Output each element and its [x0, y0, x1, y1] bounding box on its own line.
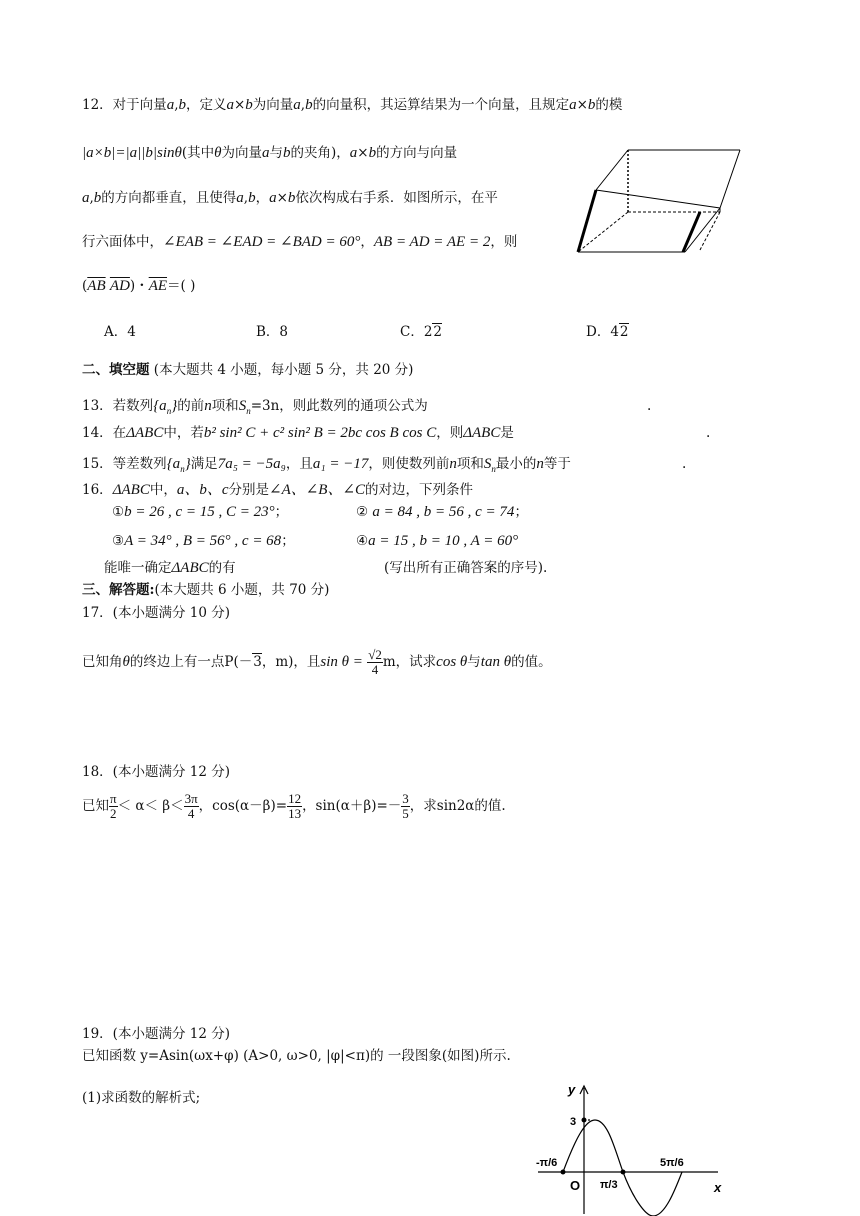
q16-last: 能唯一确定ΔABC的有 (写出所有正确答案的序号).	[104, 560, 548, 576]
option-d: D．42	[586, 324, 629, 340]
q12-line3: a,b的方向都垂直，且使得a,b，a×b依次构成右手系．如图所示，在平	[82, 190, 498, 206]
q16: 16．ΔABC中，a、b、c分别是∠A、∠B、∠C的对边，下列条件	[82, 482, 474, 498]
q16-opt3: ③A = 34° , B = 56° , c = 68；	[112, 533, 295, 549]
label-5pi6: 5π/6	[660, 1157, 684, 1169]
option-c: C．22	[400, 324, 443, 340]
q15: 15．等差数列$\{a_n\}$满足7a₅ = −5a₉，且a₁ = −17，则使数列前n项和$S_n$最小的n等于 .	[82, 456, 687, 474]
option-a: A．4	[104, 324, 136, 340]
q19-part1: (1)求函数的解析式;	[82, 1090, 201, 1106]
label-pi3: π/3	[600, 1179, 618, 1191]
q12-line4: 行六面体中，∠EAB = ∠EAD = ∠BAD = 60°，AB = AD = AE = 2，则	[82, 234, 518, 250]
q16-opt2: ② a = 84 , b = 56 , c = 74；	[356, 504, 528, 520]
q16-opt4: ④a = 15 , b = 10 , A = 60°	[356, 533, 519, 549]
q12-line2: |a×b|=|a||b|sinθ(其中θ为向量a与b的夹角)，a×b的方向与向量	[82, 145, 458, 161]
q17-head: 17．(本小题满分 10 分)	[82, 605, 230, 621]
sine-graph	[530, 1080, 730, 1216]
x-label: x	[714, 1180, 722, 1195]
y-label: y	[568, 1082, 576, 1097]
q19-head: 19．(本小题满分 12 分)	[82, 1026, 230, 1042]
q17-body: 已知角θ的终边上有一点P(－3，m)，且sin θ = $\frac{√2}{4}$ m，试求cos θ与tan θ的值。	[82, 647, 552, 677]
q18-head: 18．(本小题满分 12 分)	[82, 764, 230, 780]
option-b: B．8	[256, 324, 289, 340]
section2-header: 二、填空题 (本大题共 4 小题，每小题 5 分，共 20 分)	[82, 362, 414, 378]
q12-line1: 12．对于向量a,b，定义a×b为向量a,b的向量积，其运算结果为一个向量，且规定a×b的模	[82, 97, 623, 113]
section3-header: 三、解答题:(本大题共 6 小题，共 70 分)	[82, 582, 330, 598]
q13: 13．若数列$\{a_n\}$的前n项和$S_n=3n$，则此数列的通项公式为 .	[82, 398, 652, 416]
q16-opt1: ①b = 26 , c = 15 , C = 23°；	[112, 504, 289, 520]
q19-body: 已知函数 y=Asin(ωx+φ) (A>0, ω>0, |φ|<π)的 一段图象(如图)所示.	[82, 1048, 511, 1064]
point-3	[582, 1118, 587, 1123]
label-neg-pi6: -π/6	[536, 1157, 558, 1169]
q14: 14．在ΔABC中，若b² sin² C + c² sin² B = 2bc cos B cos C，则ΔABC是 .	[82, 425, 711, 441]
label-3: 3	[570, 1116, 577, 1128]
q18-body: 已知 $\frac{\pi}{2}$ ＜ α＜ β＜ $\frac{3\pi}{4}$ ，cos(α－β)= $\frac{12}{13}$ ，sin(α＋β)=－ $\frac{3}{5}$ ，求sin2α的值.	[82, 791, 506, 821]
point-pi3	[621, 1170, 626, 1175]
q12-line5: ($\overline{AB}$ $\overline{AD}$)・$\overline{AE}=$( )	[82, 278, 196, 294]
label-origin: O	[570, 1178, 581, 1193]
parallelepiped-figure	[570, 140, 750, 255]
point-neg-pi6	[561, 1170, 566, 1175]
